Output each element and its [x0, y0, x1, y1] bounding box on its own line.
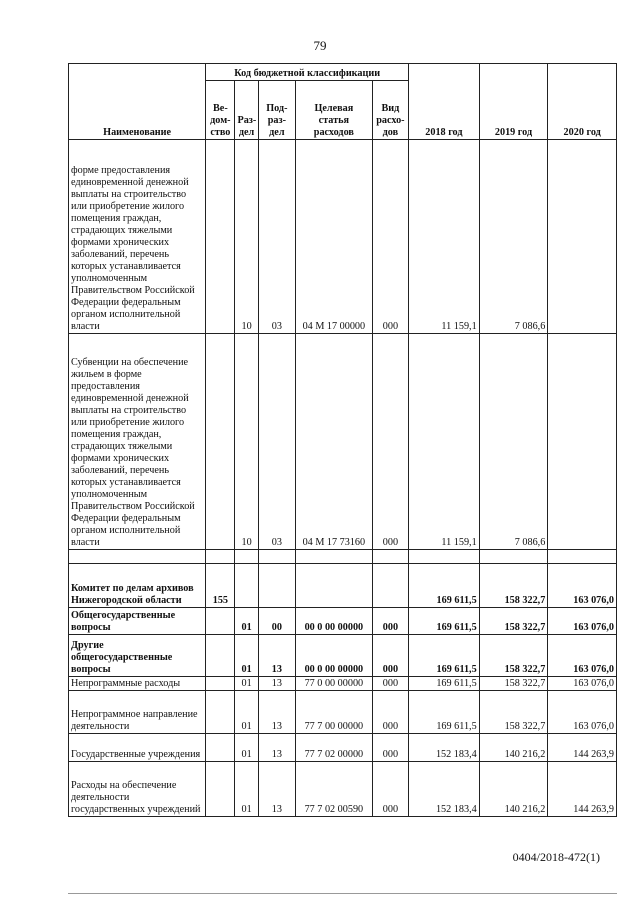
header-celevaya: Целевая статья расходов [296, 81, 373, 140]
row-vedomstvo [206, 677, 235, 691]
row-name: Общегосударственные вопросы [69, 608, 206, 635]
bottom-rule [68, 893, 617, 894]
header-2020: 2020 год [548, 64, 617, 140]
row-vid-rashodov [372, 550, 408, 564]
row-vid-rashodov: 000 [372, 734, 408, 762]
row-podrazdel: 13 [258, 734, 295, 762]
row-razdel: 01 [235, 691, 258, 734]
row-razdel: 10 [235, 140, 258, 334]
row-2019: 158 322,7 [479, 564, 548, 608]
row-2019: 7 086,6 [479, 140, 548, 334]
row-2019: 158 322,7 [479, 677, 548, 691]
row-vid-rashodov: 000 [372, 691, 408, 734]
table-row [69, 691, 617, 734]
row-name: Комитет по делам архивов Нижегородской области [69, 564, 206, 608]
header-vid: Вид расхо- дов [372, 81, 408, 140]
row-vedomstvo [206, 635, 235, 677]
header-razdel: Раз- дел [235, 81, 258, 140]
table-row [69, 635, 617, 677]
row-name: Субвенции на обеспечение жильем в форме предоставления единовременной денежной выплаты на строительство или приобретение жилого помещения граждан, страдающих тяжелыми формами хронических заболеваний, перечень которых устанавливается уполномоченным Правительством Российской Федерации федеральным органом исполнительной власти [69, 334, 206, 550]
row-name: Расходы на обеспечение деятельности государственных учреждений [69, 762, 206, 817]
row-2018: 169 611,5 [409, 608, 480, 635]
row-2020: 144 263,9 [548, 762, 617, 817]
row-2019 [479, 550, 548, 564]
table-row [69, 550, 617, 564]
row-vid-rashodov [372, 564, 408, 608]
header-name: Наименование [69, 64, 206, 140]
row-razdel: 01 [235, 608, 258, 635]
row-2020: 144 263,9 [548, 734, 617, 762]
row-vid-rashodov: 000 [372, 608, 408, 635]
row-podrazdel: 00 [258, 608, 295, 635]
header-podrazdel: Под- раз- дел [258, 81, 295, 140]
row-name: Другие общегосударственные вопросы [69, 635, 206, 677]
row-vedomstvo [206, 608, 235, 635]
row-razdel: 01 [235, 677, 258, 691]
row-celevaya-statya: 77 7 00 00000 [296, 691, 373, 734]
row-vedomstvo [206, 334, 235, 550]
row-2018 [409, 550, 480, 564]
row-celevaya-statya: 04 М 17 00000 [296, 140, 373, 334]
row-name: форме предоставления единовременной денежной выплаты на строительство или приобретение жилого помещения граждан, страдающих тяжелыми формами хронических заболеваний, перечень которых устанавливается уполномоченным Правительством Российской Федерации федеральным органом исполнительной власти [69, 140, 206, 334]
row-vid-rashodov: 000 [372, 140, 408, 334]
header-2018: 2018 год [409, 64, 480, 140]
row-2018: 11 159,1 [409, 140, 480, 334]
row-2019: 158 322,7 [479, 691, 548, 734]
row-vedomstvo [206, 691, 235, 734]
row-2020: 163 076,0 [548, 564, 617, 608]
row-podrazdel: 13 [258, 635, 295, 677]
row-celevaya-statya: 77 7 02 00000 [296, 734, 373, 762]
row-2019: 158 322,7 [479, 635, 548, 677]
row-2018: 152 183,4 [409, 734, 480, 762]
row-podrazdel [258, 550, 295, 564]
row-celevaya-statya [296, 564, 373, 608]
row-2020: 163 076,0 [548, 677, 617, 691]
row-razdel: 01 [235, 635, 258, 677]
row-2019: 140 216,2 [479, 762, 548, 817]
row-vedomstvo [206, 140, 235, 334]
row-celevaya-statya: 00 0 00 00000 [296, 608, 373, 635]
row-razdel [235, 550, 258, 564]
header-kbk: Код бюджетной классификации [206, 64, 409, 81]
row-2020 [548, 550, 617, 564]
row-podrazdel: 13 [258, 762, 295, 817]
row-2019: 158 322,7 [479, 608, 548, 635]
budget-table [68, 63, 617, 817]
row-razdel [235, 564, 258, 608]
table-row [69, 140, 617, 334]
row-name: Государственные учреждения [69, 734, 206, 762]
row-vedomstvo: 155 [206, 564, 235, 608]
row-celevaya-statya: 04 М 17 73160 [296, 334, 373, 550]
row-2020: 163 076,0 [548, 608, 617, 635]
row-2018: 169 611,5 [409, 564, 480, 608]
row-2020: 163 076,0 [548, 691, 617, 734]
row-2019: 7 086,6 [479, 334, 548, 550]
row-vid-rashodov: 000 [372, 762, 408, 817]
row-name [69, 550, 206, 564]
row-vedomstvo [206, 550, 235, 564]
row-2020 [548, 334, 617, 550]
header-vedomstvo: Ве- дом- ство [206, 81, 235, 140]
row-podrazdel: 03 [258, 334, 295, 550]
table-row [69, 762, 617, 817]
row-name: Непрограммное направление деятельности [69, 691, 206, 734]
row-2018: 169 611,5 [409, 677, 480, 691]
row-podrazdel: 13 [258, 677, 295, 691]
table-row [69, 334, 617, 550]
row-vedomstvo [206, 734, 235, 762]
page-number: 79 [313, 38, 327, 53]
row-podrazdel: 03 [258, 140, 295, 334]
row-celevaya-statya: 00 0 00 00000 [296, 635, 373, 677]
row-2020: 163 076,0 [548, 635, 617, 677]
table-row [69, 564, 617, 608]
row-razdel: 01 [235, 734, 258, 762]
row-2018: 169 611,5 [409, 691, 480, 734]
row-name: Непрограммные расходы [69, 677, 206, 691]
row-celevaya-statya [296, 550, 373, 564]
row-razdel: 01 [235, 762, 258, 817]
table-row [69, 677, 617, 691]
row-2020 [548, 140, 617, 334]
row-vid-rashodov: 000 [372, 635, 408, 677]
row-2018: 11 159,1 [409, 334, 480, 550]
row-podrazdel [258, 564, 295, 608]
row-2018: 152 183,4 [409, 762, 480, 817]
table-row [69, 608, 617, 635]
row-podrazdel: 13 [258, 691, 295, 734]
row-vid-rashodov: 000 [372, 334, 408, 550]
document-code: 0404/2018-472(1) [512, 850, 600, 864]
row-vid-rashodov: 000 [372, 677, 408, 691]
row-vedomstvo [206, 762, 235, 817]
row-2018: 169 611,5 [409, 635, 480, 677]
row-razdel: 10 [235, 334, 258, 550]
row-celevaya-statya: 77 0 00 00000 [296, 677, 373, 691]
header-2019: 2019 год [479, 64, 548, 140]
row-2019: 140 216,2 [479, 734, 548, 762]
table-row [69, 734, 617, 762]
row-celevaya-statya: 77 7 02 00590 [296, 762, 373, 817]
